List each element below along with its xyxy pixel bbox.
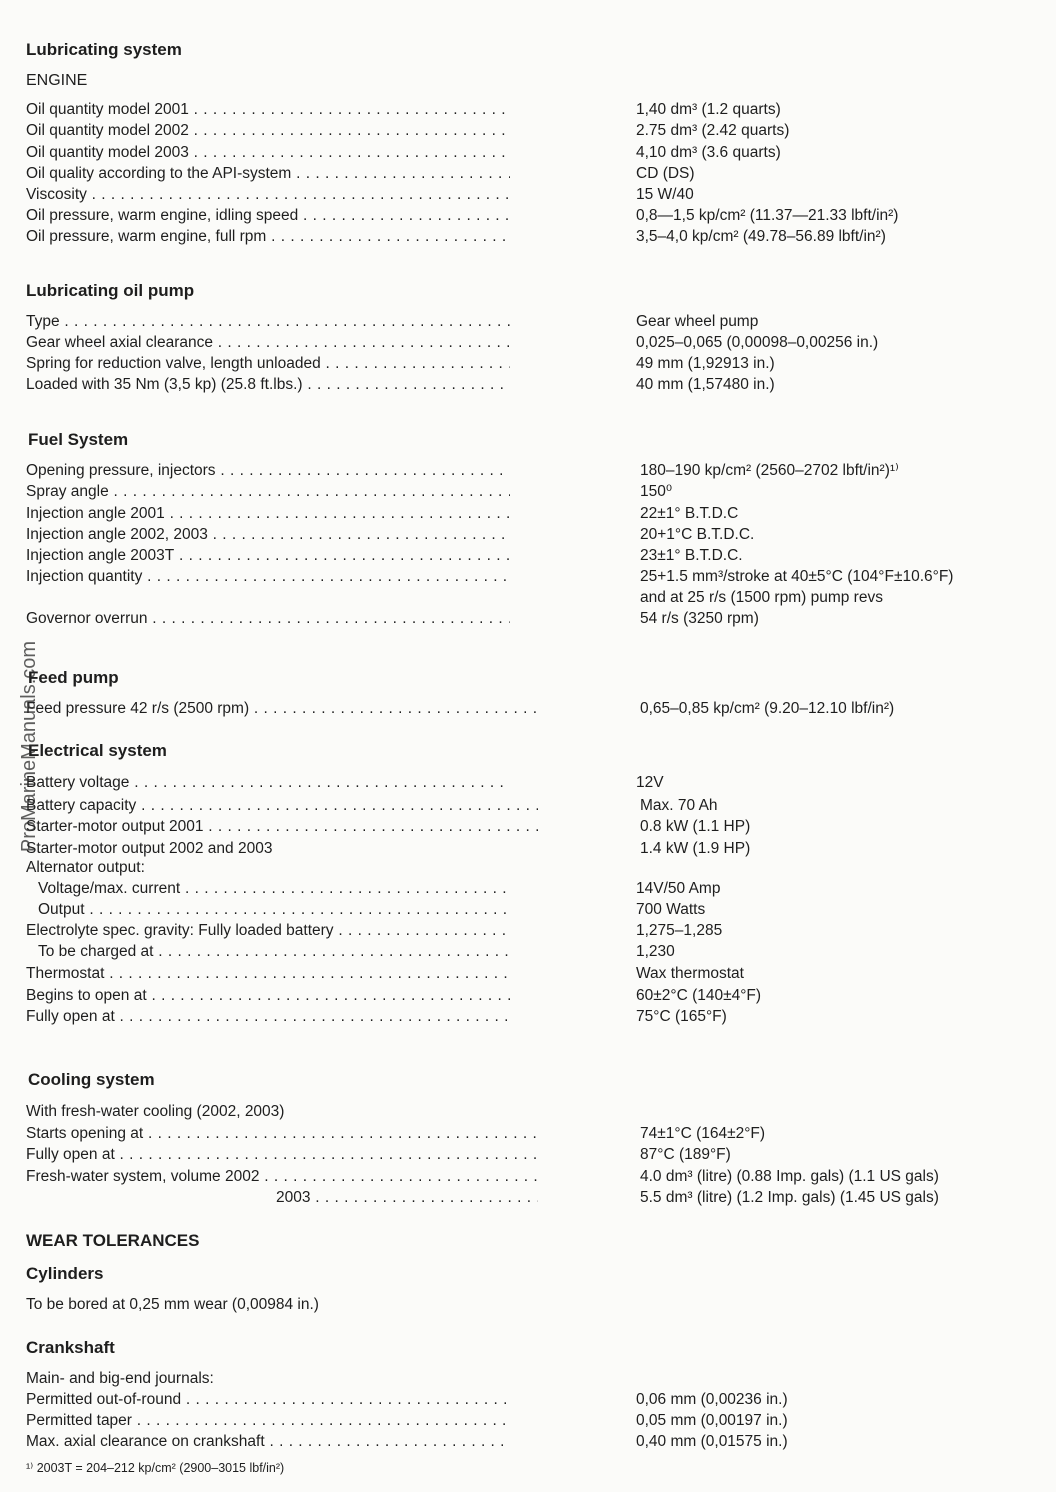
section-title-lubricating: Lubricating system — [26, 40, 182, 59]
spec-row — [26, 899, 1046, 920]
spec-value: 15 W/40 — [636, 186, 694, 203]
spec-label: Fully open at . . . — [26, 1144, 538, 1165]
spec-value: 150⁰ — [640, 483, 673, 500]
spec-label: 2003 . . . — [26, 1187, 538, 1208]
spec-row — [26, 545, 1046, 566]
spec-value: 1,275–1,285 — [636, 922, 723, 939]
spec-value: 0,8—1,5 kp/cm² (11.37—21.33 lbft/in²) — [636, 207, 899, 224]
spec-label: Injection angle 2002, 2003 . . . — [26, 524, 510, 545]
section-title-cooling: Cooling system — [28, 1070, 155, 1089]
spec-value: 74±1°C (164±2°F) — [640, 1125, 766, 1142]
spec-label: Injection angle 2001 . . . — [26, 503, 510, 524]
spec-value: 0,025–0,065 (0,00098–0,00256 in.) — [636, 334, 879, 351]
spec-value: 0,05 mm (0,00197 in.) — [636, 1412, 788, 1429]
spec-value: 1,40 dm³ (1.2 quarts) — [636, 101, 781, 118]
spec-row — [26, 772, 1046, 793]
spec-value: and at 25 r/s (1500 rpm) pump revs — [640, 589, 883, 606]
spec-label: Oil pressure, warm engine, full rpm . . . — [26, 226, 510, 247]
spec-value: Max. 70 Ah — [640, 797, 718, 814]
spec-row — [26, 1006, 1046, 1027]
spec-row — [26, 1368, 1046, 1389]
subsection-title-engine: ENGINE — [26, 72, 88, 89]
spec-label: Spray angle . . . — [26, 481, 510, 502]
spec-value: 87°C (189°F) — [640, 1146, 731, 1163]
spec-row — [26, 1187, 1046, 1208]
spec-label: To be charged at . . . — [26, 941, 510, 962]
spec-value: 4.0 dm³ (litre) (0.88 Imp. gals) (1.1 US gals) — [640, 1168, 939, 1185]
spec-label: Oil quantity model 2003 . . . — [26, 142, 510, 163]
spec-row — [26, 460, 1046, 481]
section-title-electrical: Electrical system — [28, 741, 167, 760]
spec-row — [26, 587, 1046, 608]
spec-value: 75°C (165°F) — [636, 1008, 727, 1025]
spec-label: Oil pressure, warm engine, idling speed . . . — [26, 205, 510, 226]
spec-value: 700 Watts — [636, 901, 706, 918]
spec-row — [26, 878, 1046, 899]
spec-value: 25+1.5 mm³/stroke at 40±5°C (104°F±10.6°F) — [640, 568, 954, 585]
spec-row — [26, 816, 1046, 837]
spec-label: With fresh-water cooling (2002, 2003) — [26, 1103, 285, 1120]
spec-value: 0,06 mm (0,00236 in.) — [636, 1391, 788, 1408]
spec-label: Spring for reduction valve, length unloaded . . . — [26, 353, 510, 374]
spec-row — [26, 1410, 1046, 1431]
spec-value: 23±1° B.T.D.C. — [640, 547, 743, 564]
spec-row — [26, 1101, 1046, 1122]
spec-value: 2.75 dm³ (2.42 quarts) — [636, 122, 790, 139]
spec-label: Injection quantity . . . — [26, 566, 510, 587]
spec-value: 22±1° B.T.D.C — [640, 505, 739, 522]
spec-label: Permitted out-of-round . . . — [26, 1389, 510, 1410]
spec-row — [26, 1123, 1046, 1144]
spec-row — [26, 524, 1046, 545]
spec-label: Governor overrun . . . — [26, 608, 510, 629]
spec-row — [26, 1389, 1046, 1410]
section-title-wear: WEAR TOLERANCES — [26, 1231, 200, 1250]
spec-text: To be bored at 0,25 mm wear (0,00984 in.) — [26, 1296, 319, 1313]
spec-label: Permitted taper . . . — [26, 1410, 510, 1431]
spec-label: Begins to open at . . . — [26, 985, 510, 1006]
spec-label: Output . . . — [26, 899, 510, 920]
spec-label: Oil quantity model 2002 . . . — [26, 120, 510, 141]
spec-value: 180–190 kp/cm² (2560–2702 lbft/in²)¹⁾ — [640, 462, 899, 479]
spec-label: Voltage/max. current . . . — [26, 878, 510, 899]
footnote: ¹⁾ 2003T = 204–212 kp/cm² (2900–3015 lbf/in²) — [26, 1461, 285, 1475]
spec-value: Wax thermostat — [636, 965, 744, 982]
spec-label: Starter-motor output 2001 . . . — [26, 816, 538, 837]
spec-row — [26, 99, 1046, 120]
spec-label: Max. axial clearance on crankshaft . . . — [26, 1431, 510, 1452]
spec-value: 49 mm (1,92913 in.) — [636, 355, 775, 372]
spec-label: Starter-motor output 2002 and 2003 — [26, 840, 273, 857]
subsection-title-crankshaft: Crankshaft — [26, 1338, 115, 1357]
spec-value: 40 mm (1,57480 in.) — [636, 376, 775, 393]
spec-value: 20+1°C B.T.D.C. — [640, 526, 755, 543]
spec-label: Alternator output: — [26, 859, 145, 876]
spec-value: 0,40 mm (0,01575 in.) — [636, 1433, 788, 1450]
spec-row — [26, 163, 1046, 184]
subsection-title-cylinders: Cylinders — [26, 1264, 104, 1283]
spec-row — [26, 120, 1046, 141]
spec-value: 12V — [636, 774, 664, 791]
section-title-feed-pump: Feed pump — [28, 668, 119, 687]
spec-row — [26, 985, 1046, 1006]
section-title-fuel: Fuel System — [28, 430, 129, 449]
spec-value: CD (DS) — [636, 165, 695, 182]
spec-label: Gear wheel axial clearance . . . — [26, 332, 510, 353]
spec-row — [26, 311, 1046, 332]
spec-row — [26, 857, 1046, 878]
spec-label: Fresh-water system, volume 2002 . . . — [26, 1166, 538, 1187]
spec-row — [26, 1294, 1046, 1315]
spec-label: Type . . . — [26, 311, 510, 332]
spec-label: Battery voltage . . . — [26, 772, 510, 793]
spec-row — [26, 1144, 1046, 1165]
spec-label: Opening pressure, injectors . . . — [26, 460, 510, 481]
spec-row — [26, 1431, 1046, 1452]
spec-label: Fully open at . . . — [26, 1006, 510, 1027]
spec-value: 1,230 — [636, 943, 675, 960]
spec-label: Viscosity . . . — [26, 184, 510, 205]
spec-row — [26, 1166, 1046, 1187]
spec-label: Loaded with 35 Nm (3,5 kp) (25.8 ft.lbs.) . . . — [26, 374, 510, 395]
spec-row — [26, 963, 1046, 984]
spec-label: Electrolyte spec. gravity: Fully loaded battery . . . — [26, 920, 510, 941]
spec-label: Oil quantity model 2001 . . . — [26, 99, 510, 120]
spec-row — [26, 205, 1046, 226]
spec-row — [26, 332, 1046, 353]
spec-value: 60±2°C (140±4°F) — [636, 987, 762, 1004]
spec-value: 54 r/s (3250 rpm) — [640, 610, 759, 627]
spec-row — [26, 566, 1046, 587]
spec-value: 1.4 kW (1.9 HP) — [640, 840, 751, 857]
spec-label: Injection angle 2003T . . . — [26, 545, 510, 566]
spec-label: Feed pressure 42 r/s (2500 rpm) . . . — [26, 698, 538, 719]
spec-row — [26, 838, 1046, 859]
section-title-oil-pump: Lubricating oil pump — [26, 281, 195, 300]
spec-value: 0,65–0,85 kp/cm² (9.20–12.10 lbf/in²) — [640, 700, 895, 717]
spec-label: Oil quality according to the API-system . . . — [26, 163, 510, 184]
spec-label: Thermostat . . . — [26, 963, 510, 984]
spec-row — [26, 503, 1046, 524]
watermark-text: ProMarineManuals.com — [18, 640, 41, 853]
spec-value: 14V/50 Amp — [636, 880, 721, 897]
spec-row — [26, 142, 1046, 163]
spec-row — [26, 698, 1046, 719]
spec-value: 0.8 kW (1.1 HP) — [640, 818, 751, 835]
spec-label: Battery capacity . . . — [26, 795, 538, 816]
spec-row — [26, 353, 1046, 374]
spec-row — [26, 795, 1046, 816]
spec-row — [26, 608, 1046, 629]
spec-row — [26, 941, 1046, 962]
spec-value: 4,10 dm³ (3.6 quarts) — [636, 144, 781, 161]
spec-value: Gear wheel pump — [636, 313, 759, 330]
spec-row — [26, 920, 1046, 941]
spec-value: 3,5–4,0 kp/cm² (49.78–56.89 lbft/in²) — [636, 228, 886, 245]
spec-value: 5.5 dm³ (litre) (1.2 Imp. gals) (1.45 US gals) — [640, 1189, 939, 1206]
spec-row — [26, 226, 1046, 247]
spec-label: Starts opening at . . . — [26, 1123, 538, 1144]
spec-row — [26, 481, 1046, 502]
spec-row — [26, 184, 1046, 205]
spec-row — [26, 374, 1046, 395]
spec-label: Main- and big-end journals: — [26, 1370, 214, 1387]
